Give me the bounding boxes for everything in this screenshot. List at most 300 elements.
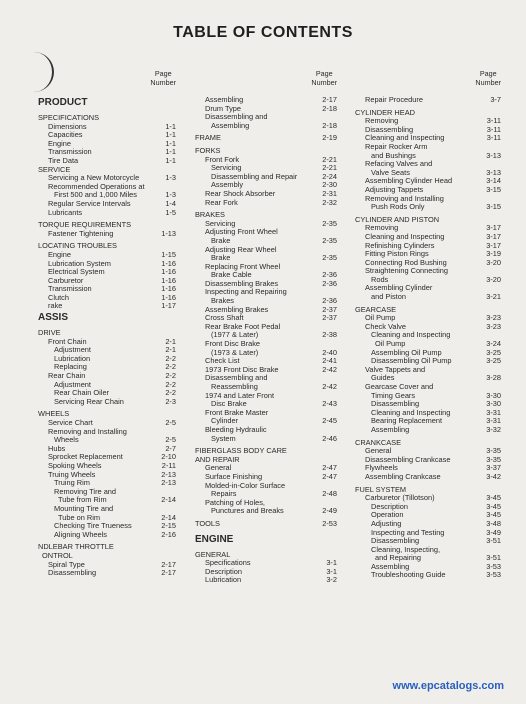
toc-entry-title: Engine bbox=[48, 249, 72, 259]
toc-entry-title: Assembling Cylinder bbox=[365, 283, 433, 293]
toc-entry-page: 2-36 bbox=[322, 270, 337, 280]
toc-entry-page: 3-13 bbox=[486, 167, 501, 177]
toc-entry-title: Connecting Rod Bushing bbox=[365, 257, 447, 267]
toc-entry-title: Drum Type bbox=[205, 103, 242, 113]
toc-entry-page: 2-2 bbox=[165, 353, 176, 363]
toc-entry-title: GENERAL bbox=[195, 549, 231, 559]
toc-entry-page: 2-10 bbox=[161, 452, 176, 462]
toc-entry-page: 1-15 bbox=[161, 249, 176, 259]
toc-entry-title: Service Chart bbox=[48, 418, 93, 427]
toc-entries bbox=[195, 96, 339, 585]
toc-entry-page: 3-51 bbox=[486, 553, 501, 563]
toc-entry-page: 3-13 bbox=[486, 150, 501, 160]
toc-entry-title: Disassembling bbox=[365, 124, 414, 134]
toc-entry-title: Operation bbox=[371, 510, 404, 520]
toc-entry-title: ENGINE bbox=[195, 533, 234, 545]
toc-entry-title: 1974 and Later Front bbox=[205, 390, 275, 400]
toc-column-2 bbox=[195, 70, 339, 585]
toc-entry-title: Adjusting Tappets bbox=[365, 184, 424, 194]
toc-entry-title: and Piston bbox=[371, 292, 406, 302]
toc-entry-title: Refinishing Cylinders bbox=[365, 240, 435, 250]
toc-entry-page: 3-49 bbox=[486, 527, 501, 537]
toc-entry-title: Adjustment bbox=[54, 379, 91, 389]
toc-entry-page: 2-35 bbox=[322, 218, 337, 228]
toc-entry-page: 2-30 bbox=[322, 180, 337, 190]
toc-entry-page: 3-51 bbox=[486, 536, 501, 546]
toc-entry-page: 1-16 bbox=[161, 292, 176, 302]
toc-entry-title: Hubs bbox=[48, 443, 66, 453]
toc-entry-title: Mounting Tire and bbox=[54, 503, 114, 513]
toc-entry-title: Capacities bbox=[48, 130, 83, 140]
toc-entry-title: Servicing bbox=[211, 163, 242, 173]
toc-entry-page: 3-11 bbox=[486, 124, 501, 134]
toc-entry-page: 2-42 bbox=[322, 364, 337, 374]
toc-entry-page: 2-1 bbox=[165, 345, 176, 355]
toc-entry-page: 3-17 bbox=[486, 223, 501, 233]
toc-entry-page: 2-43 bbox=[322, 399, 337, 409]
page-number-header bbox=[195, 70, 339, 96]
toc-entry-title: Adjustment bbox=[54, 345, 91, 355]
page-title: TABLE OF CONTENTS bbox=[173, 24, 353, 41]
toc-entry-page: 3-30 bbox=[486, 390, 501, 400]
page-number-label: Page Number bbox=[311, 69, 337, 87]
toc-entry-title: Troubleshooting Guide bbox=[371, 570, 446, 580]
toc-entry-title: Front Disc Brake bbox=[205, 339, 261, 349]
toc-entry-page: 3-2 bbox=[326, 575, 337, 585]
toc-entry-page: 3-20 bbox=[486, 257, 501, 267]
toc-entry-page: 1-3 bbox=[165, 173, 176, 183]
toc-entry-title: Tube from Rim bbox=[58, 495, 107, 505]
toc-entry-page: 1-16 bbox=[161, 267, 176, 277]
toc-entry-title: Check List bbox=[205, 356, 240, 366]
toc-entry-title: 1973 Front Disc Brake bbox=[205, 364, 279, 374]
toc-entry-title: Disassembling and Repair bbox=[211, 171, 298, 181]
toc-entry-page: 2-3 bbox=[165, 396, 176, 406]
toc-entry-title: Valve Seats bbox=[371, 167, 410, 177]
toc-entry-page: 3-15 bbox=[486, 202, 501, 212]
toc-entry-title: Oil Pump bbox=[365, 313, 396, 323]
toc-entry-title: Rear Fork bbox=[205, 197, 238, 207]
toc-entry bbox=[355, 571, 503, 580]
toc-entry-page: 2-38 bbox=[322, 330, 337, 340]
toc-entry bbox=[195, 435, 339, 444]
toc-section-heading bbox=[195, 533, 339, 547]
toc-entry-title: (1973 & Later) bbox=[211, 347, 259, 357]
toc-entry-page: 3-31 bbox=[486, 416, 501, 426]
toc-entry-page: 2-36 bbox=[322, 278, 337, 288]
toc-entry-page: 3-45 bbox=[486, 510, 501, 520]
toc-section-heading bbox=[38, 311, 178, 325]
toc-entry-title: Disassembling Brakes bbox=[205, 278, 279, 288]
toc-entry-title: ASSIS bbox=[38, 312, 69, 324]
toc-entry-title: Brake bbox=[211, 253, 231, 263]
toc-entry-page: 2-14 bbox=[161, 512, 176, 522]
toc-entry-title: Servicing Rear Chain bbox=[54, 396, 124, 406]
toc-entry bbox=[38, 209, 178, 218]
toc-entry-title: Rear Brake Foot Pedal bbox=[205, 321, 281, 331]
toc-entry-title: Replacing bbox=[54, 362, 87, 372]
toc-entry-page: 1-16 bbox=[161, 275, 176, 285]
toc-entry-title: First 500 and 1,000 Miles bbox=[54, 190, 137, 200]
toc-entry bbox=[38, 230, 178, 239]
toc-entry-title: Refacing Valves and bbox=[365, 159, 433, 169]
toc-entry-page: 3-21 bbox=[486, 292, 501, 302]
toc-entry-title: Clutch bbox=[48, 292, 69, 302]
toc-entry-page: 2-24 bbox=[322, 171, 337, 181]
toc-entry bbox=[355, 293, 503, 302]
toc-entry-page: 2-7 bbox=[165, 443, 176, 453]
toc-entry-page: 3-1 bbox=[326, 558, 337, 568]
toc-entry-title: Tube on Rim bbox=[58, 512, 101, 522]
toc-entry-title: Replacing Front Wheel bbox=[205, 261, 281, 271]
toc-entry-title: Disc Brake bbox=[211, 399, 247, 409]
toc-entry-page: 1-5 bbox=[165, 207, 176, 217]
toc-column-3 bbox=[355, 70, 503, 580]
toc-entry-title: ONTROL bbox=[42, 550, 73, 560]
toc-entry-page: 3-17 bbox=[486, 240, 501, 250]
toc-entry-title: TOOLS bbox=[195, 518, 220, 528]
toc-entry-title: Reassembling bbox=[211, 382, 258, 391]
toc-entry-page: 1-13 bbox=[161, 228, 176, 238]
toc-entry-page: 2-2 bbox=[165, 362, 176, 372]
toc-entry-page: 3-28 bbox=[486, 373, 501, 383]
toc-entry-page: 2-21 bbox=[322, 163, 337, 173]
toc-entry-title: Fitting Piston Rings bbox=[365, 249, 429, 259]
toc-entry-title: Rods bbox=[371, 274, 389, 284]
toc-entry-title: CYLINDER HEAD bbox=[355, 107, 415, 117]
toc-entry-title: Lubrication bbox=[54, 353, 91, 363]
toc-entry-title: Assembling bbox=[371, 424, 410, 434]
toc-entry-title: Repair Rocker Arm bbox=[365, 141, 428, 151]
toc-entry-title: Straightening Connecting bbox=[365, 266, 448, 276]
toc-entry-title: Cleaning and Inspecting bbox=[371, 407, 451, 417]
page-number-header bbox=[355, 70, 503, 96]
toc-entry-title: Dimensions bbox=[48, 121, 87, 131]
toc-entry-page: 1-16 bbox=[161, 284, 176, 294]
toc-entry-page: 2-35 bbox=[322, 253, 337, 263]
toc-entry bbox=[38, 569, 178, 578]
toc-entry-title: LOCATING TROUBLES bbox=[38, 241, 117, 251]
toc-entry-page: 2-47 bbox=[322, 471, 337, 481]
toc-entry-page: 2-5 bbox=[165, 435, 176, 445]
toc-entry-page: 3-23 bbox=[486, 313, 501, 323]
toc-entry-page: 3-53 bbox=[486, 561, 501, 571]
toc-entry-page: 2-2 bbox=[165, 371, 176, 381]
toc-entry-title: Regular Service Intervals bbox=[48, 198, 131, 208]
toc-entry-title: Servicing a New Motorcycle bbox=[48, 173, 140, 183]
toc-entry-title: General bbox=[205, 463, 232, 473]
toc-entry-title: Aligning Wheels bbox=[54, 529, 107, 539]
toc-entry-title: Cleaning and Inspecting bbox=[371, 330, 451, 340]
toc-entry-page: 2-18 bbox=[322, 103, 337, 113]
toc-entry-page: 1-3 bbox=[165, 190, 176, 200]
toc-entry-title: Punctures and Breaks bbox=[211, 506, 284, 516]
toc-entry-page: 1-1 bbox=[165, 138, 176, 148]
toc-entry-title: Removing Tire and bbox=[54, 486, 117, 496]
toc-entry-page: 3-32 bbox=[486, 424, 501, 434]
toc-entry-title: Cylinder bbox=[211, 416, 239, 426]
toc-entry-title: Disassembling Oil Pump bbox=[371, 356, 452, 366]
toc-entry-page: 2-47 bbox=[322, 463, 337, 473]
toc-entry bbox=[355, 473, 503, 482]
page-number-label: Page Number bbox=[150, 69, 176, 87]
toc-entry bbox=[355, 203, 503, 212]
toc-entry-title: Carburetor (Tillotson) bbox=[365, 493, 435, 503]
toc-entry-page: 3-53 bbox=[486, 570, 501, 580]
toc-entry-title: Gearcase Cover and bbox=[365, 382, 434, 391]
toc-entry-page: 3-17 bbox=[486, 231, 501, 241]
toc-entry-page: 3-35 bbox=[486, 454, 501, 464]
toc-entry-title: Cleaning and Inspecting bbox=[365, 133, 445, 143]
toc-entry-page: 2-2 bbox=[165, 379, 176, 389]
toc-entry-page: 2-45 bbox=[322, 416, 337, 426]
toc-entry-page: 1-1 bbox=[165, 121, 176, 131]
toc-entry-title: Flywheels bbox=[365, 463, 398, 473]
toc-entry-title: Rear Chain Oiler bbox=[54, 388, 110, 398]
toc-entry-title: Adjusting Rear Wheel bbox=[205, 244, 277, 254]
toc-entry-title: (1977 & Later) bbox=[211, 330, 259, 340]
toc-entry-title: Molded-in-Color Surface bbox=[205, 480, 286, 490]
toc-entry-page: 2-16 bbox=[161, 529, 176, 539]
toc-entry-page: 3-30 bbox=[486, 399, 501, 409]
toc-entry-page: 2-15 bbox=[161, 521, 176, 531]
toc-entry-title: Removing and Installing bbox=[365, 193, 444, 203]
page-number-header bbox=[38, 70, 178, 96]
toc-entry-title: WHEELS bbox=[38, 409, 70, 419]
toc-entry-title: Wheels bbox=[54, 435, 79, 445]
toc-entry-title: Inspecting and Repairing bbox=[205, 287, 287, 297]
toc-entry-title: System bbox=[211, 433, 236, 443]
toc-entries bbox=[38, 96, 178, 578]
toc-entry-title: Assembling bbox=[371, 561, 410, 571]
toc-heading bbox=[195, 134, 339, 143]
toc-entry-page: 2-18 bbox=[322, 120, 337, 130]
toc-entry-title: Guides bbox=[371, 373, 395, 383]
toc-entry-page: 3-15 bbox=[486, 184, 501, 194]
toc-entry-page: 2-19 bbox=[322, 133, 337, 143]
toc-entry-title: Description bbox=[205, 566, 242, 576]
toc-entry-title: Spoking Wheels bbox=[48, 460, 102, 470]
toc-entry-page: 3-25 bbox=[486, 356, 501, 366]
toc-entry-title: Removing bbox=[365, 223, 399, 233]
toc-section-heading bbox=[38, 96, 178, 110]
toc-entry-title: and Bushings bbox=[371, 150, 416, 160]
toc-entry-title: Inspecting and Testing bbox=[371, 527, 445, 537]
toc-entry-page: 3-23 bbox=[486, 321, 501, 331]
toc-entry-title: Assembling bbox=[205, 95, 244, 104]
toc-entry-title: Adjusting bbox=[371, 518, 402, 528]
watermark-url: www.epcatalogs.com bbox=[392, 680, 504, 692]
toc-entry bbox=[38, 398, 178, 407]
toc-entry bbox=[355, 426, 503, 435]
toc-entry bbox=[38, 302, 178, 311]
toc-entry-title: Valve Tappets and bbox=[365, 364, 426, 374]
toc-entry-title: Sprocket Replacement bbox=[48, 452, 123, 462]
toc-entry-page: 1-17 bbox=[161, 301, 176, 311]
toc-column-1 bbox=[38, 70, 178, 578]
toc-entry-page: 2-13 bbox=[161, 478, 176, 488]
toc-entry-title: FORKS bbox=[195, 145, 221, 155]
toc-entry-page: 2-42 bbox=[322, 382, 337, 391]
toc-entry-title: Spiral Type bbox=[48, 559, 85, 569]
toc-entry-page: 2-1 bbox=[165, 336, 176, 346]
toc-entry-title: Check Valve bbox=[365, 321, 406, 331]
toc-entry-title: Assembling Oil Pump bbox=[371, 347, 442, 357]
toc-entry-page: 3-20 bbox=[486, 274, 501, 284]
toc-entry-page: 2-13 bbox=[161, 469, 176, 479]
toc-entry-title: Transmission bbox=[48, 284, 92, 294]
toc-entry-page: 3-11 bbox=[486, 116, 501, 126]
toc-entry-page: 1-1 bbox=[165, 130, 176, 140]
toc-entry-title: Disassembling bbox=[371, 536, 420, 546]
toc-entry-title: CYLINDER AND PISTON bbox=[355, 214, 440, 224]
toc-entry-title: Disassembling bbox=[48, 568, 97, 578]
toc-entry-title: Brakes bbox=[211, 296, 235, 306]
toc-entry-title: Bleeding Hydraulic bbox=[205, 424, 267, 434]
toc-entry-title: Lubrication System bbox=[48, 258, 111, 268]
toc-entry-title: Removing and Installing bbox=[48, 426, 127, 436]
toc-entry bbox=[195, 507, 339, 516]
toc-entry-page: 2-14 bbox=[161, 495, 176, 505]
toc-entry-title: Servicing bbox=[205, 218, 236, 228]
toc-entry-title: Rear Shock Absorber bbox=[205, 188, 276, 198]
toc-entry-title: Electrical System bbox=[48, 267, 105, 277]
toc-entry-title: Patching of Holes, bbox=[205, 497, 265, 507]
toc-entry-page: 1-1 bbox=[165, 155, 176, 165]
toc-entry-page: 3-42 bbox=[486, 471, 501, 481]
toc-entry-title: Front Chain bbox=[48, 336, 87, 346]
toc-entry-title: NDLEBAR THROTTLE bbox=[38, 542, 114, 552]
toc-entry-title: Disassembling and bbox=[205, 373, 268, 383]
toc-entry-title: and Repairing bbox=[375, 553, 422, 563]
toc-entry-title: Truing Rim bbox=[54, 478, 90, 488]
toc-entry-title: AND REPAIR bbox=[195, 454, 240, 464]
toc-entry-page: 2-36 bbox=[322, 296, 337, 306]
toc-entry-page: 2-2 bbox=[165, 388, 176, 398]
toc-entry-page: 2-31 bbox=[322, 188, 337, 198]
toc-entry-page: 2-35 bbox=[322, 235, 337, 245]
toc-heading bbox=[195, 520, 339, 529]
toc-entry-title: PRODUCT bbox=[38, 97, 88, 108]
toc-entry-title: FUEL SYSTEM bbox=[355, 484, 407, 494]
toc-entry bbox=[38, 531, 178, 540]
toc-entry-title: FIBERGLASS BODY CARE bbox=[195, 446, 287, 456]
toc-entry-page: 2-32 bbox=[322, 197, 337, 207]
toc-entry-page: 2-37 bbox=[322, 304, 337, 314]
toc-entry-page: 3-25 bbox=[486, 347, 501, 357]
toc-entry-page: 2-17 bbox=[161, 568, 176, 578]
toc-entry-page: 2-46 bbox=[322, 433, 337, 443]
toc-entry-page: 2-48 bbox=[322, 489, 337, 499]
toc-entry bbox=[195, 199, 339, 208]
toc-entry-title: TORQUE REQUIREMENTS bbox=[38, 220, 132, 230]
toc-entry-title: Bearing Replacement bbox=[371, 416, 443, 426]
toc-entry-page: 3-24 bbox=[486, 339, 501, 349]
toc-entry-title: Brake Cable bbox=[211, 270, 252, 280]
toc-entry-title: Oil Pump bbox=[375, 339, 406, 349]
toc-entry-title: Transmission bbox=[48, 147, 92, 157]
toc-entry-page: 3-35 bbox=[486, 446, 501, 456]
toc-entry-title: Cleaning, Inspecting, bbox=[371, 544, 441, 554]
toc-entry bbox=[195, 122, 339, 131]
toc-entry-title: Lubrication bbox=[205, 575, 242, 585]
toc-entry-title: Push Rods Only bbox=[371, 202, 425, 212]
toc-entry-title: rake bbox=[48, 301, 63, 311]
toc-entry-page: 2-17 bbox=[322, 95, 337, 104]
toc-entry-page: 3-1 bbox=[326, 566, 337, 576]
toc-entry-page: 2-37 bbox=[322, 313, 337, 323]
toc-entry-title: Surface Finishing bbox=[205, 471, 263, 481]
page-number-label: Page Number bbox=[475, 69, 501, 87]
toc-entry-title: Disassembling bbox=[371, 399, 420, 409]
toc-entry-page: 2-49 bbox=[322, 506, 337, 516]
toc-entry-title: Specifications bbox=[205, 558, 251, 568]
toc-entry-title: Brake bbox=[211, 235, 231, 245]
toc-entry-title: FRAME bbox=[195, 133, 221, 143]
toc-entry-title: Assembling bbox=[211, 120, 250, 130]
toc-entry-title: Repairs bbox=[211, 489, 237, 499]
toc-entry-page: 3-48 bbox=[486, 518, 501, 528]
toc-entry-title: Description bbox=[371, 501, 408, 511]
toc-entry-title: CRANKCASE bbox=[355, 437, 401, 447]
toc-entry bbox=[195, 576, 339, 585]
toc-entry-page: 2-5 bbox=[165, 418, 176, 427]
toc-entry-page: 3-31 bbox=[486, 407, 501, 417]
toc-entry-title: Rear Chain bbox=[48, 371, 86, 381]
toc-entry-title: Cross Shaft bbox=[205, 313, 244, 323]
toc-entry-title: Assembly bbox=[211, 180, 244, 190]
toc-entry-title: Adjusting Front Wheel bbox=[205, 227, 278, 237]
toc-entry-title: BRAKES bbox=[195, 210, 225, 220]
toc-entry-page: 3-11 bbox=[486, 133, 501, 143]
toc-entry-title: Tire Data bbox=[48, 155, 79, 165]
toc-entry-title: Disassembling Crankcase bbox=[365, 454, 451, 464]
toc-entry-title: Carburetor bbox=[48, 275, 84, 285]
toc-entry-title: Assembling Brakes bbox=[205, 304, 269, 314]
toc-entry-page: 3-45 bbox=[486, 501, 501, 511]
toc-entry-title: Lubricants bbox=[48, 207, 83, 217]
toc-entry-page: 3-45 bbox=[486, 493, 501, 503]
toc-entry-title: General bbox=[365, 446, 392, 456]
toc-entry-title: Fastener Tightening bbox=[48, 228, 114, 238]
toc-entry bbox=[355, 96, 503, 105]
toc-entry-title: SPECIFICATIONS bbox=[38, 113, 100, 122]
toc-entry-title: SERVICE bbox=[38, 164, 71, 174]
toc-entry-page: 1-1 bbox=[165, 147, 176, 157]
toc-entry-page: 2-21 bbox=[322, 154, 337, 164]
toc-entry-title: Assembling Cylinder Head bbox=[365, 176, 453, 186]
toc-entry-title: Front Brake Master bbox=[205, 407, 269, 417]
toc-entries bbox=[355, 96, 503, 580]
toc-entry-page: 1-4 bbox=[165, 198, 176, 208]
toc-entry-title: Repair Procedure bbox=[365, 95, 423, 104]
toc-entry-title: Disassembling and bbox=[205, 112, 268, 122]
toc-entry-page: 3-14 bbox=[486, 176, 501, 186]
toc-entry-page: 2-41 bbox=[322, 356, 337, 366]
toc-entry-page: 1-16 bbox=[161, 258, 176, 268]
toc-entry-title: Engine bbox=[48, 138, 72, 148]
toc-entry-title: Timing Gears bbox=[371, 390, 416, 400]
toc-entry-page: 3-7 bbox=[490, 95, 501, 104]
toc-entry-title: GEARCASE bbox=[355, 304, 397, 314]
toc-entry-page: 2-40 bbox=[322, 347, 337, 357]
toc-entry-page: 2-53 bbox=[322, 518, 337, 528]
toc-entry-title: Recommended Operations at bbox=[48, 181, 145, 191]
toc-entry-page: 3-37 bbox=[486, 463, 501, 473]
toc-entry-page: 3-19 bbox=[486, 249, 501, 259]
toc-entry-page: 2-11 bbox=[161, 460, 176, 470]
toc-entry-title: DRIVE bbox=[38, 328, 61, 338]
